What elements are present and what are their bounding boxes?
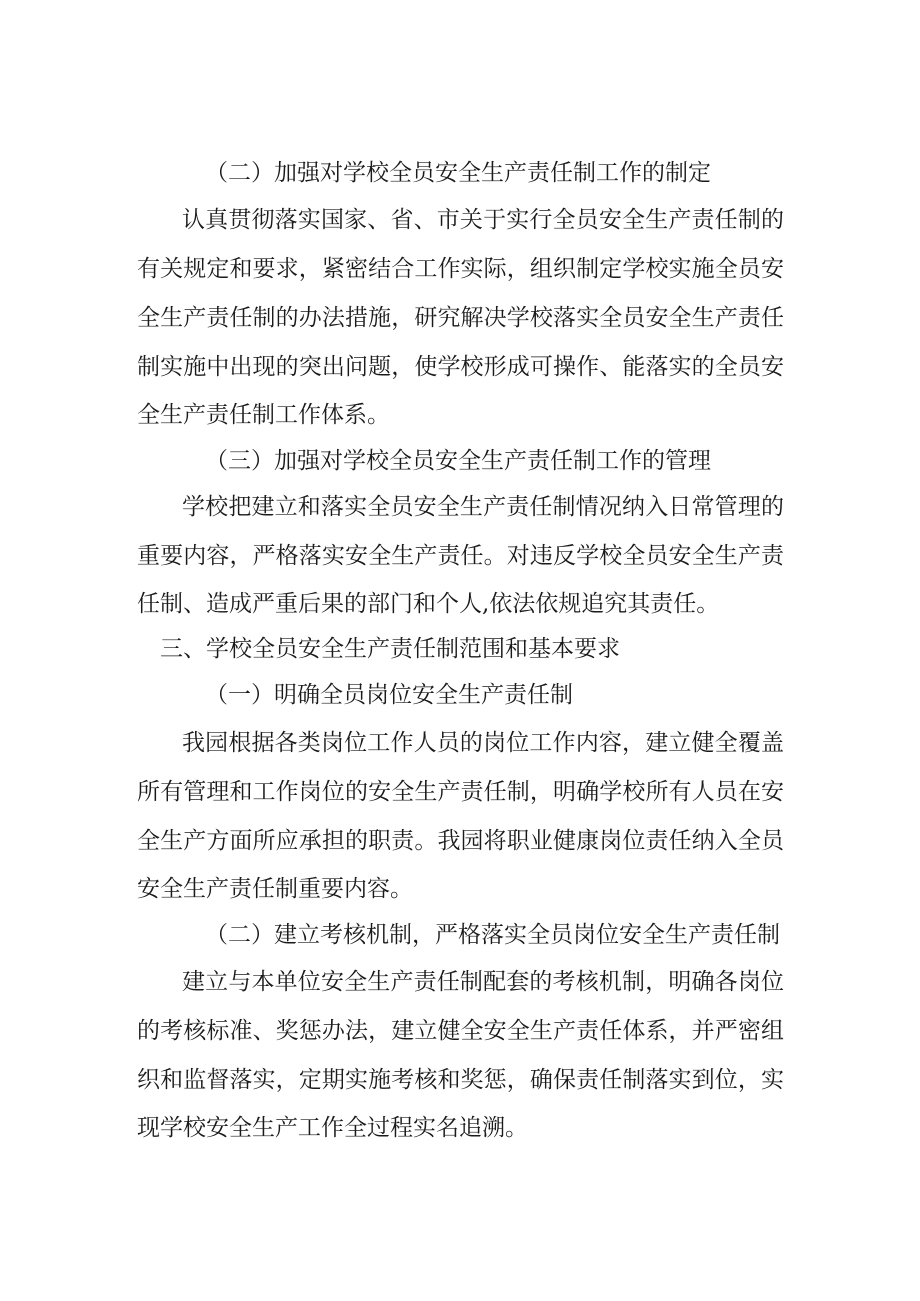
paragraph-line: 安全生产责任制重要内容。 [137,876,413,902]
paragraph-line: 重要内容，严格落实安全生产责任。对违反学校全员安全生产责 [137,543,784,569]
subheading-1-post-responsibility: （一）明确全员岗位安全生产责任制 [205,682,573,708]
paragraph-line: 任制、造成严重后果的部门和个人,依法依规追究其责任。 [137,591,720,617]
paragraph-line: 全生产方面所应承担的职责。我园将职业健康岗位责任纳入全员 [137,828,784,854]
paragraph-line: 所有管理和工作岗位的安全生产责任制，明确学校所有人员在安 [137,779,784,805]
paragraph-line: 现学校安全生产工作全过程实名追溯。 [137,1115,528,1141]
paragraph-line: 织和监督落实，定期实施考核和奖惩，确保责任制落实到位，实 [137,1067,784,1093]
paragraph-line: 我园根据各类岗位工作人员的岗位工作内容，建立健全覆盖 [182,730,784,756]
subheading-3-management: （三）加强对学校全员安全生产责任制工作的管理 [205,448,711,474]
subheading-2-formulation: （二）加强对学校全员安全生产责任制工作的制定 [205,160,711,186]
section-heading-3: 三、学校全员安全生产责任制范围和基本要求 [160,636,620,662]
paragraph-line: 认真贯彻落实国家、省、市关于实行全员安全生产责任制的 [182,207,784,233]
paragraph-line: 有关规定和要求，紧密结合工作实际，组织制定学校实施全员安 [137,256,784,282]
paragraph-line: 全生产责任制的办法措施，研究解决学校落实全员安全生产责任 [137,305,784,331]
paragraph-line: 学校把建立和落实全员安全生产责任制情况纳入日常管理的 [182,494,784,520]
subheading-2-assessment: （二）建立考核机制，严格落实全员岗位安全生产责任制 [205,922,780,948]
paragraph-line: 制实施中出现的突出问题，使学校形成可操作、能落实的全员安 [137,354,784,380]
paragraph-line: 建立与本单位安全生产责任制配套的考核机制，明确各岗位 [182,969,784,995]
paragraph-line: 的考核标准、奖惩办法，建立健全安全生产责任体系，并严密组 [137,1018,784,1044]
paragraph-line: 全生产责任制工作体系。 [137,402,390,428]
